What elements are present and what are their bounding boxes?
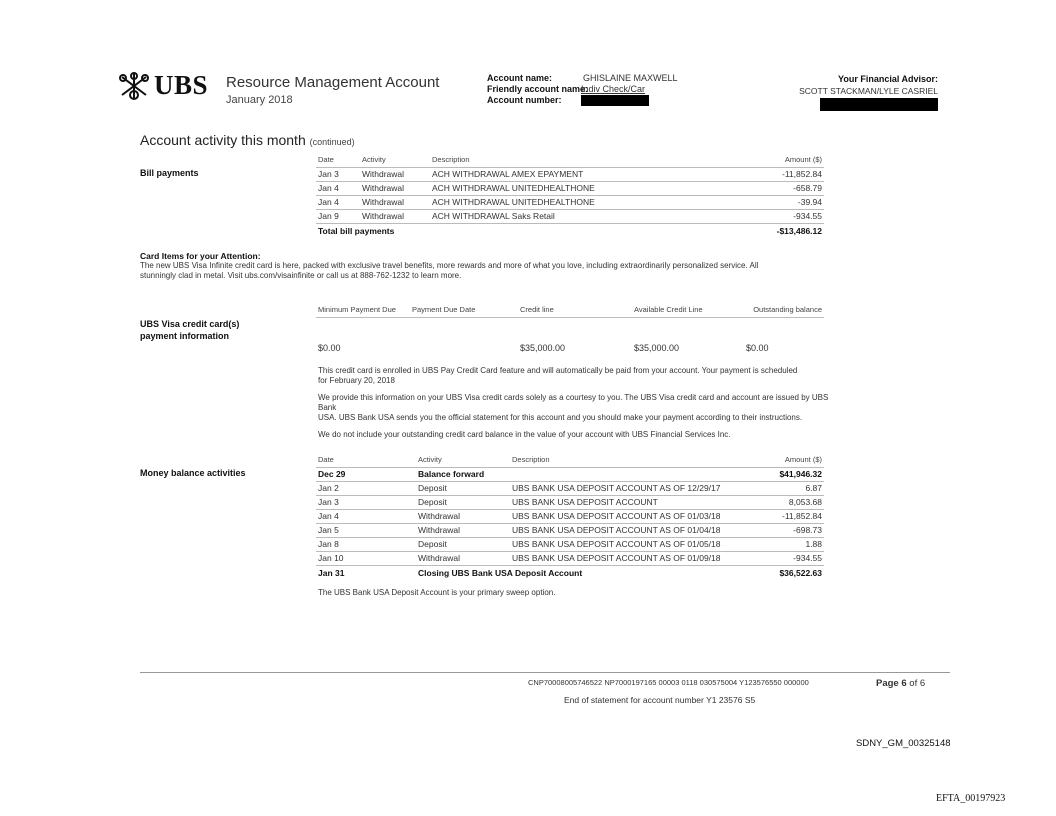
col-description: Description	[512, 455, 550, 464]
section-subtitle: (continued)	[309, 137, 355, 147]
table-row	[316, 552, 824, 566]
end-of-statement: End of statement for account number Y1 23576 S5	[564, 695, 756, 705]
advisor-label: Your Financial Advisor:	[837, 74, 938, 84]
row-date: Jan 9	[318, 211, 339, 221]
bates-number: SDNY_GM_00325148	[856, 738, 951, 749]
card-items-title: Card Items for your Attention:	[140, 251, 261, 261]
page-number	[876, 678, 925, 689]
credit-card-label-2: payment information	[140, 331, 230, 341]
row-date: Jan 8	[318, 539, 339, 549]
table-header	[316, 454, 824, 468]
row-date: Jan 2	[318, 483, 339, 493]
row-description: UBS BANK USA DEPOSIT ACCOUNT AS OF 01/09/18	[512, 553, 721, 563]
row-amount: 1.88	[805, 539, 822, 549]
statement-title: Resource Management Account	[226, 74, 440, 91]
efta-number: EFTA_00197923	[936, 793, 1006, 804]
row-amount: $36,522.63	[779, 568, 822, 578]
note-line: for February 20, 2018	[318, 376, 395, 385]
note-line: We do not include your outstanding credit card balance in the value of your account with UBS Financial Services Inc.	[318, 430, 731, 439]
row-description: UBS BANK USA DEPOSIT ACCOUNT AS OF 12/29/17	[512, 483, 721, 493]
table-header	[316, 154, 824, 168]
row-activity: Withdrawal	[362, 169, 405, 179]
table-row	[316, 168, 824, 182]
row-description: ACH WITHDRAWAL Saks Retail	[432, 211, 555, 221]
col-activity: Activity	[418, 455, 442, 464]
row-description: UBS BANK USA DEPOSIT ACCOUNT AS OF 01/05/18	[512, 539, 721, 549]
row-description: UBS BANK USA DEPOSIT ACCOUNT AS OF 01/04/18	[512, 525, 721, 535]
col-date: Date	[318, 155, 334, 164]
row-amount: $41,946.32	[779, 469, 822, 479]
table-row	[316, 196, 824, 210]
card-items-line-1: The new UBS Visa Infinite credit card is here, packed with exclusive travel benefits, more rewards and more of what you love, including extraordinarily personalized service. All	[140, 261, 759, 270]
row-description: UBS BANK USA DEPOSIT ACCOUNT	[512, 497, 658, 507]
statement-month: January 2018	[226, 94, 293, 106]
table-row	[316, 510, 824, 524]
col-outstanding: Outstanding balance	[753, 305, 822, 314]
row-amount: -11,852.84	[781, 169, 822, 179]
table-row	[316, 496, 824, 510]
account-name-value: GHISLAINE MAXWELL	[583, 73, 678, 83]
bill-payments-table	[316, 154, 824, 244]
row-activity: Closing UBS Bank USA Deposit Account	[418, 568, 583, 578]
ubs-logo	[118, 70, 208, 101]
redacted-advisor-info	[820, 98, 938, 111]
note-line: This credit card is enrolled in UBS Pay Credit Card feature and will automatically be paid from your account. Your payment is scheduled	[318, 366, 798, 375]
col-activity: Activity	[362, 155, 386, 164]
credit-card-label-1: UBS Visa credit card(s)	[140, 319, 240, 329]
table-header	[316, 304, 824, 318]
closing-row	[316, 567, 824, 580]
row-amount: -934.55	[793, 211, 822, 221]
row-activity: Withdrawal	[418, 525, 461, 535]
row-activity: Deposit	[418, 483, 447, 493]
total-amount: -$13,486.12	[776, 226, 822, 236]
account-number-label: Account number:	[487, 95, 562, 105]
col-description: Description	[432, 155, 470, 164]
row-activity: Withdrawal	[362, 183, 405, 193]
row-activity: Withdrawal	[418, 511, 461, 521]
row-amount: -698.73	[793, 525, 822, 535]
page-label: Page 6	[876, 678, 907, 689]
row-date: Jan 3	[318, 169, 339, 179]
table-row	[316, 210, 824, 224]
redacted-account-number	[581, 95, 649, 106]
total-row	[316, 225, 824, 238]
table-row	[316, 538, 824, 552]
card-items-text	[140, 261, 860, 281]
account-name-label: Account name:	[487, 73, 553, 83]
col-available: Available Credit Line	[634, 305, 703, 314]
table-row	[316, 182, 824, 196]
balance-forward-row	[316, 468, 824, 482]
row-amount: 6.87	[805, 483, 822, 493]
credit-card-header	[316, 304, 824, 318]
row-date: Jan 4	[318, 197, 339, 207]
row-amount: 8,053.68	[788, 497, 822, 507]
row-description: ACH WITHDRAWAL UNITEDHEALTHONE	[432, 197, 595, 207]
row-date: Jan 4	[318, 511, 339, 521]
row-amount: -11,852.84	[781, 511, 822, 521]
credit-line-value: $35,000.00	[520, 343, 566, 353]
col-due-date: Payment Due Date	[412, 305, 476, 314]
friendly-name-value: Indiv Check/Car	[581, 84, 646, 94]
friendly-name-label: Friendly account name:	[487, 84, 589, 94]
note-line: We provide this information on your UBS Visa credit cards solely as a courtesy to you. The UBS Visa credit card and account are issued by UBS Bank	[318, 393, 829, 412]
total-label: Total bill payments	[318, 226, 395, 236]
col-date: Date	[318, 455, 334, 464]
row-activity: Withdrawal	[362, 211, 405, 221]
min-payment-value: $0.00	[318, 343, 341, 353]
row-date: Jan 4	[318, 183, 339, 193]
row-amount: -934.55	[793, 553, 822, 563]
ubs-keys-icon	[118, 71, 150, 101]
row-amount: -39.94	[797, 197, 822, 207]
row-date: Jan 3	[318, 497, 339, 507]
bill-payments-label: Bill payments	[140, 168, 199, 178]
credit-card-notes	[318, 366, 838, 440]
row-description: ACH WITHDRAWAL UNITEDHEALTHONE	[432, 183, 595, 193]
row-activity: Deposit	[418, 497, 447, 507]
card-items-line-2: stunningly clad in metal. Visit ubs.com/visainfinite or call us at 888-762-1232 to learn more.	[140, 271, 462, 280]
footer-divider	[140, 672, 950, 673]
row-date: Dec 29	[318, 469, 346, 479]
row-amount: -658.79	[793, 183, 822, 193]
advisor-name: SCOTT STACKMAN/LYLE CASRIEL	[799, 86, 938, 96]
section-title-text: Account activity this month	[140, 132, 306, 148]
row-activity: Deposit	[418, 539, 447, 549]
page-of: of 6	[909, 678, 926, 689]
col-amount: Amount ($)	[784, 455, 822, 464]
row-activity: Balance forward	[418, 469, 485, 479]
note-line: USA. UBS Bank USA sends you the official statement for this account and you should make your payment according to their instructions.	[318, 413, 803, 422]
table-row	[316, 524, 824, 538]
account-info	[487, 73, 787, 113]
section-title	[140, 132, 355, 148]
col-amount: Amount ($)	[784, 155, 822, 164]
sweep-note: The UBS Bank USA Deposit Account is your primary sweep option.	[318, 588, 556, 597]
brand-name: UBS	[154, 70, 209, 100]
row-activity: Withdrawal	[418, 553, 461, 563]
row-date: Jan 5	[318, 525, 339, 535]
col-min-payment: Minimum Payment Due	[318, 305, 396, 314]
footer-code: CNP70008005746522 NP7000197165 00003 0118 030575004 Y123576550 000000	[528, 678, 809, 687]
money-balance-table	[316, 454, 824, 584]
outstanding-balance-value: $0.00	[746, 343, 769, 353]
table-row	[316, 482, 824, 496]
row-date: Jan 10	[318, 553, 344, 563]
col-credit-line: Credit line	[520, 305, 554, 314]
available-credit-value: $35,000.00	[634, 343, 680, 353]
row-date: Jan 31	[318, 568, 345, 578]
row-activity: Withdrawal	[362, 197, 405, 207]
row-description: ACH WITHDRAWAL AMEX EPAYMENT	[432, 169, 584, 179]
row-description: UBS BANK USA DEPOSIT ACCOUNT AS OF 01/03/18	[512, 511, 721, 521]
money-balance-label: Money balance activities	[140, 468, 246, 478]
